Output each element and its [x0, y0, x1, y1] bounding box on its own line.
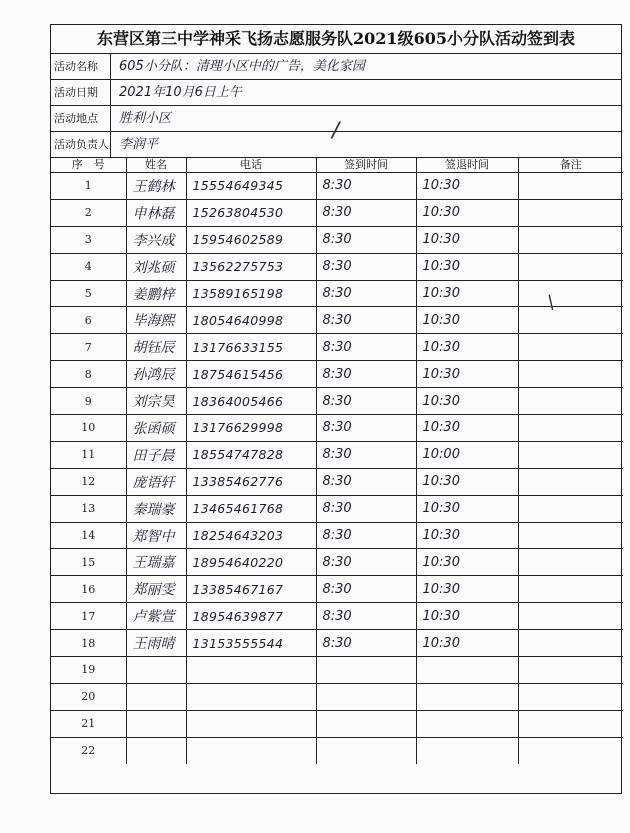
pen-mark: /: [543, 291, 559, 314]
table-row: [51, 468, 623, 495]
row-phone: [186, 737, 316, 763]
sheet-title: 东营区第三中学神采飞扬志愿服务队2021级605小分队活动签到表: [51, 25, 621, 54]
row-sign-out-time: 10:30: [416, 173, 518, 200]
row-phone: 13176629998: [186, 415, 316, 442]
row-name: 王瑞嘉: [126, 549, 186, 576]
row-phone: 18554747828: [186, 441, 316, 468]
row-sign-out-time: 10:30: [416, 495, 518, 522]
row-note: [518, 657, 623, 684]
table-row: [51, 522, 623, 549]
row-name: 胡钰辰: [126, 334, 186, 361]
row-name: 刘宗昊: [126, 388, 186, 415]
row-sign-out-time: [416, 683, 518, 710]
row-note: [518, 710, 623, 737]
row-name: 郑智中: [126, 522, 186, 549]
row-sign-in-time: 8:30: [316, 468, 416, 495]
row-name: 田子晨: [126, 441, 186, 468]
row-sign-out-time: 10:30: [416, 199, 518, 226]
activity-place-label: 活动地点: [51, 106, 111, 131]
activity-leader-value: 李润平: [119, 137, 159, 152]
header-phone: 电话: [186, 158, 316, 173]
row-sign-out-time: 10:30: [416, 388, 518, 415]
activity-date-label: 活动日期: [51, 80, 111, 105]
row-sign-in-time: [316, 657, 416, 684]
activity-leader-label: 活动负责人: [51, 132, 111, 157]
row-sign-out-time: 10:30: [416, 522, 518, 549]
row-sign-in-time: 8:30: [316, 226, 416, 253]
row-seq: 21: [51, 710, 126, 737]
row-sign-out-time: [416, 710, 518, 737]
row-name: 秦瑞豪: [126, 495, 186, 522]
row-note: [518, 683, 623, 710]
row-phone: 13176633155: [186, 334, 316, 361]
row-phone: 15554649345: [186, 173, 316, 200]
row-sign-out-time: 10:30: [416, 280, 518, 307]
row-seq: 7: [51, 334, 126, 361]
row-note: [518, 280, 623, 307]
row-phone: 15954602589: [186, 226, 316, 253]
row-sign-out-time: 10:30: [416, 415, 518, 442]
row-sign-out-time: 10:30: [416, 603, 518, 630]
table-row: [51, 280, 623, 307]
table-row: [51, 441, 623, 468]
row-phone: 15263804530: [186, 199, 316, 226]
row-note: [518, 199, 623, 226]
row-sign-out-time: 10:30: [416, 334, 518, 361]
row-note: [518, 737, 623, 763]
row-seq: 14: [51, 522, 126, 549]
activity-name-label: 活动名称: [51, 54, 111, 79]
activity-name-row: [51, 54, 621, 80]
row-note: [518, 334, 623, 361]
table-row: [51, 361, 623, 388]
attendance-table: [51, 158, 623, 764]
row-name: 庞语轩: [126, 468, 186, 495]
header-name: 姓名: [126, 158, 186, 173]
row-name: 王雨晴: [126, 630, 186, 657]
row-seq: 16: [51, 576, 126, 603]
row-name: 毕海熙: [126, 307, 186, 334]
header-sign-out: 签退时间: [416, 158, 518, 173]
table-header-row: [51, 158, 623, 173]
row-seq: 9: [51, 388, 126, 415]
header-seq: 序 号: [51, 158, 126, 173]
row-note: [518, 253, 623, 280]
row-phone: 13385462776: [186, 468, 316, 495]
row-sign-in-time: [316, 737, 416, 763]
table-row: [51, 173, 623, 200]
row-note: [518, 495, 623, 522]
row-note: [518, 468, 623, 495]
table-row: [51, 603, 623, 630]
row-note: [518, 549, 623, 576]
row-sign-out-time: 10:30: [416, 226, 518, 253]
row-name: [126, 710, 186, 737]
row-seq: 20: [51, 683, 126, 710]
row-name: 张函硕: [126, 415, 186, 442]
row-sign-in-time: 8:30: [316, 199, 416, 226]
row-name: 李兴成: [126, 226, 186, 253]
row-sign-in-time: [316, 710, 416, 737]
table-row: [51, 683, 623, 710]
row-phone: 18754615456: [186, 361, 316, 388]
row-name: [126, 657, 186, 684]
table-row: [51, 657, 623, 684]
row-name: 卢紫萱: [126, 603, 186, 630]
row-sign-out-time: 10:30: [416, 576, 518, 603]
row-seq: 22: [51, 737, 126, 763]
header-note: 备注: [518, 158, 623, 173]
activity-place-value: 胜利小区: [119, 111, 172, 126]
row-sign-in-time: 8:30: [316, 441, 416, 468]
row-note: [518, 307, 623, 334]
row-sign-out-time: 10:30: [416, 361, 518, 388]
row-sign-in-time: 8:30: [316, 173, 416, 200]
table-row: [51, 307, 623, 334]
row-phone: 18054640998: [186, 307, 316, 334]
row-note: [518, 603, 623, 630]
row-name: 王鹤林: [126, 173, 186, 200]
row-phone: 18954640220: [186, 549, 316, 576]
table-row: [51, 334, 623, 361]
table-row: [51, 710, 623, 737]
row-note: [518, 415, 623, 442]
table-row: [51, 253, 623, 280]
row-name: [126, 683, 186, 710]
table-row: [51, 388, 623, 415]
row-phone: [186, 710, 316, 737]
row-seq: 5: [51, 280, 126, 307]
row-sign-out-time: 10:30: [416, 630, 518, 657]
table-row: [51, 737, 623, 763]
row-note: [518, 441, 623, 468]
table-row: [51, 576, 623, 603]
row-seq: 2: [51, 199, 126, 226]
row-sign-out-time: 10:00: [416, 441, 518, 468]
row-seq: 10: [51, 415, 126, 442]
row-seq: 12: [51, 468, 126, 495]
table-row: [51, 549, 623, 576]
activity-date-value: 2021年10月6日上午: [119, 85, 242, 100]
row-note: [518, 173, 623, 200]
row-seq: 15: [51, 549, 126, 576]
row-sign-out-time: [416, 737, 518, 763]
row-phone: 13562275753: [186, 253, 316, 280]
pen-stroke: /: [329, 117, 342, 144]
row-sign-in-time: 8:30: [316, 549, 416, 576]
row-sign-in-time: 8:30: [316, 576, 416, 603]
row-sign-in-time: 8:30: [316, 522, 416, 549]
row-phone: 18364005466: [186, 388, 316, 415]
row-phone: 13589165198: [186, 280, 316, 307]
row-sign-in-time: 8:30: [316, 334, 416, 361]
table-row: [51, 226, 623, 253]
row-phone: 13465461768: [186, 495, 316, 522]
row-phone: [186, 657, 316, 684]
row-phone: 18954639877: [186, 603, 316, 630]
row-sign-in-time: [316, 683, 416, 710]
row-phone: 18254643203: [186, 522, 316, 549]
row-name: [126, 737, 186, 763]
row-name: 刘兆硕: [126, 253, 186, 280]
activity-name-value: 605小分队：清理小区中的广告，美化家园: [119, 59, 365, 74]
table-row: [51, 495, 623, 522]
row-sign-in-time: 8:30: [316, 630, 416, 657]
row-note: [518, 361, 623, 388]
row-sign-in-time: 8:30: [316, 415, 416, 442]
row-sign-out-time: 10:30: [416, 307, 518, 334]
activity-date-row: [51, 80, 621, 106]
row-sign-in-time: 8:30: [316, 388, 416, 415]
row-seq: 1: [51, 173, 126, 200]
header-sign-in: 签到时间: [316, 158, 416, 173]
row-sign-out-time: 10:30: [416, 549, 518, 576]
row-seq: 11: [51, 441, 126, 468]
table-row: [51, 630, 623, 657]
row-sign-out-time: 10:30: [416, 253, 518, 280]
row-sign-out-time: 10:30: [416, 468, 518, 495]
row-name: 姜鹏梓: [126, 280, 186, 307]
row-seq: 8: [51, 361, 126, 388]
table-row: [51, 199, 623, 226]
row-sign-in-time: 8:30: [316, 307, 416, 334]
row-name: 申林磊: [126, 199, 186, 226]
row-seq: 6: [51, 307, 126, 334]
row-seq: 13: [51, 495, 126, 522]
row-seq: 4: [51, 253, 126, 280]
row-phone: 13153555544: [186, 630, 316, 657]
row-note: [518, 522, 623, 549]
row-name: 郑丽雯: [126, 576, 186, 603]
row-note: [518, 630, 623, 657]
row-phone: [186, 683, 316, 710]
table-row: [51, 415, 623, 442]
row-sign-in-time: 8:30: [316, 361, 416, 388]
row-sign-in-time: 8:30: [316, 253, 416, 280]
row-sign-in-time: 8:30: [316, 495, 416, 522]
row-name: 孙鸿辰: [126, 361, 186, 388]
row-sign-out-time: [416, 657, 518, 684]
row-note: [518, 226, 623, 253]
row-note: [518, 576, 623, 603]
row-phone: 13385467167: [186, 576, 316, 603]
row-seq: 18: [51, 630, 126, 657]
row-sign-in-time: 8:30: [316, 603, 416, 630]
row-seq: 3: [51, 226, 126, 253]
row-sign-in-time: 8:30: [316, 280, 416, 307]
row-seq: 19: [51, 657, 126, 684]
row-seq: 17: [51, 603, 126, 630]
row-note: [518, 388, 623, 415]
